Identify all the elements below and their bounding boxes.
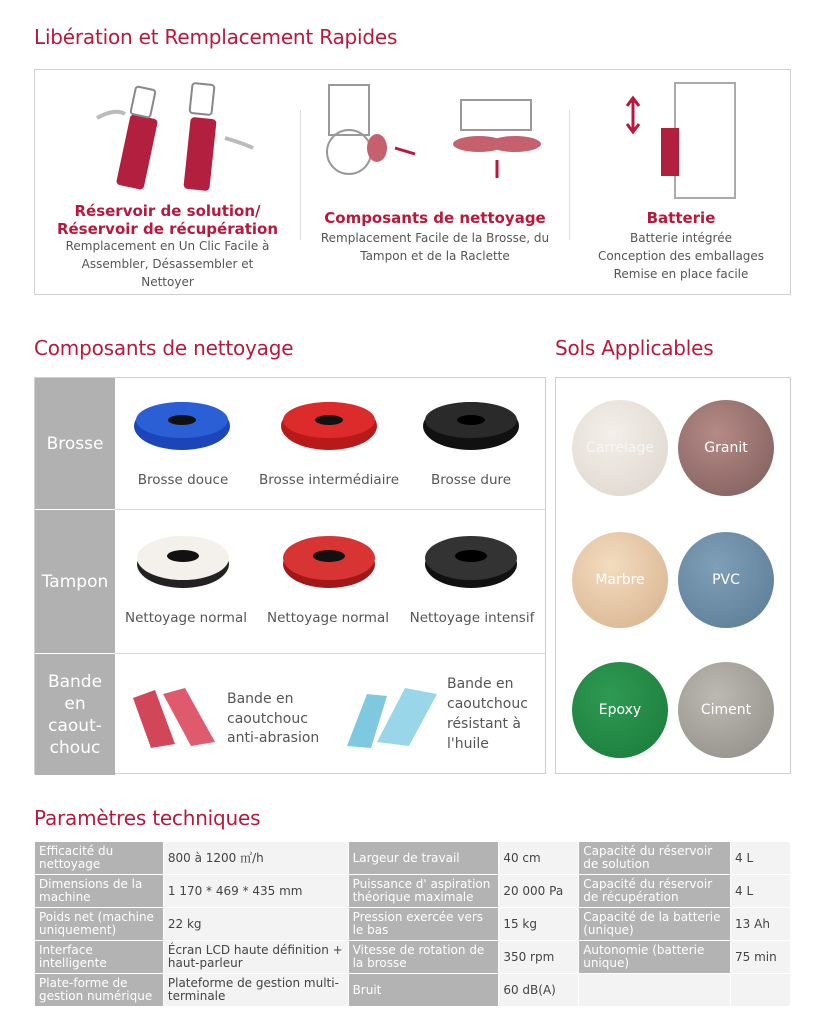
floor-pvc: PVC <box>678 532 774 628</box>
bande-label-line2: caout- <box>48 715 102 736</box>
section-title-floors: Sols Applicables <box>555 336 714 360</box>
tank-feature <box>35 70 300 296</box>
spec-value: 800 à 1200 ㎡/h <box>163 842 348 875</box>
table-row <box>35 842 791 875</box>
row-label-bande <box>35 654 115 775</box>
spec-key: Pression exercée vers le bas <box>348 908 499 941</box>
bande-label-line3: chouc <box>49 737 101 758</box>
components-table <box>34 377 546 774</box>
black-pad-label: Nettoyage intensif <box>409 610 535 626</box>
tank-title-line1: Réservoir de solution/ <box>74 202 261 220</box>
white-pad-label: Nettoyage normal <box>125 610 247 626</box>
soft-brush-image <box>132 396 232 456</box>
bande-label-line1: Bande en <box>47 671 103 714</box>
table-row <box>35 875 791 908</box>
spec-value: 15 kg <box>499 908 579 941</box>
quick-release-panel <box>34 69 791 295</box>
spec-key: Puissance d' aspiration théorique maximale <box>348 875 499 908</box>
spec-key: Capacité du réservoir de récupération <box>579 875 731 908</box>
battery-title: Batterie <box>646 209 716 227</box>
spec-value: 22 kg <box>163 908 348 941</box>
battery-desc-1: Batterie intégrée <box>630 231 732 245</box>
spec-key: Bruit <box>348 974 499 1007</box>
spec-key: Plate-forme de gestion numérique <box>35 974 164 1007</box>
spec-value: Plateforme de gestion multi-terminale <box>163 974 348 1007</box>
spec-value: 20 000 Pa <box>499 875 579 908</box>
tank-title-line2: Réservoir de récupération <box>56 220 279 238</box>
battery-illustration <box>625 78 745 203</box>
components-title: Composants de nettoyage <box>324 209 546 227</box>
tank-illustration <box>95 78 255 198</box>
red-rubber-strip-image <box>129 684 221 750</box>
floor-epoxy: Epoxy <box>572 662 668 758</box>
battery-desc-3: Remise en place facile <box>613 267 749 281</box>
spec-value: 1 170 * 469 * 435 mm <box>163 875 348 908</box>
components-feature <box>301 70 569 296</box>
spec-key: Largeur de travail <box>348 842 499 875</box>
soft-brush-label: Brosse douce <box>137 472 229 488</box>
tank-desc-1: Remplacement en Un Clic Facile à <box>65 239 270 253</box>
medium-brush-image <box>279 396 379 456</box>
spec-value: 40 cm <box>499 842 579 875</box>
spec-key: Capacité du réservoir de solution <box>579 842 731 875</box>
blue-rubber-strip-image <box>343 684 441 750</box>
spec-value: 75 min <box>731 941 791 974</box>
floor-marbre: Marbre <box>572 532 668 628</box>
components-desc-2: Tampon et de la Raclette <box>360 249 510 263</box>
floor-ciment: Ciment <box>678 662 774 758</box>
spec-value: 4 L <box>731 875 791 908</box>
tank-desc-2: Assembler, Désassembler et <box>81 257 254 271</box>
components-desc-1: Remplacement Facile de la Brosse, du <box>320 231 550 245</box>
row-label-tampon: Tampon <box>35 510 115 653</box>
section-title-specs: Paramètres techniques <box>34 806 261 830</box>
table-row <box>35 974 791 1007</box>
tank-desc-3: Nettoyer <box>141 275 194 289</box>
spec-value: 60 dB(A) <box>499 974 579 1007</box>
spec-key: Interface intelligente <box>35 941 164 974</box>
spec-value <box>731 974 791 1007</box>
section-title-quick-release: Libération et Remplacement Rapides <box>34 25 398 49</box>
spec-value: Écran LCD haute définition + haut-parleur <box>163 941 348 974</box>
floor-carrelage: Carrelage <box>572 400 668 496</box>
specs-table <box>34 841 791 1007</box>
spec-key: Efficacité du nettoyage <box>35 842 164 875</box>
brush-illustration <box>319 80 551 190</box>
battery-desc-2: Conception des emballages <box>597 249 765 263</box>
hard-brush-label: Brosse dure <box>430 472 512 488</box>
hard-brush-image <box>421 396 521 456</box>
spec-value: 13 Ah <box>731 908 791 941</box>
red-pad-image <box>281 530 377 592</box>
floors-panel <box>555 377 791 774</box>
row-label-brosse: Brosse <box>35 378 115 509</box>
blue-rubber-strip-label: Bande en caoutchouc résistant à l'huile <box>447 676 528 752</box>
spec-key <box>579 974 731 1007</box>
section-title-components: Composants de nettoyage <box>34 336 294 360</box>
red-rubber-strip-label: Bande en caoutchouc anti-abrasion <box>227 691 320 746</box>
spec-value: 4 L <box>731 842 791 875</box>
spec-key: Poids net (machine uniquement) <box>35 908 164 941</box>
spec-value: 350 rpm <box>499 941 579 974</box>
black-pad-image <box>423 530 519 592</box>
red-pad-label: Nettoyage normal <box>267 610 389 626</box>
spec-key: Dimensions de la machine <box>35 875 164 908</box>
spec-key: Autonomie (batterie unique) <box>579 941 731 974</box>
table-row <box>35 941 791 974</box>
medium-brush-label: Brosse intermédiaire <box>258 472 400 488</box>
table-row <box>35 908 791 941</box>
white-pad-image <box>135 530 231 592</box>
floor-granit: Granit <box>678 400 774 496</box>
spec-key: Capacité de la batterie (unique) <box>579 908 731 941</box>
battery-feature <box>570 70 792 296</box>
spec-key: Vitesse de rotation de la brosse <box>348 941 499 974</box>
